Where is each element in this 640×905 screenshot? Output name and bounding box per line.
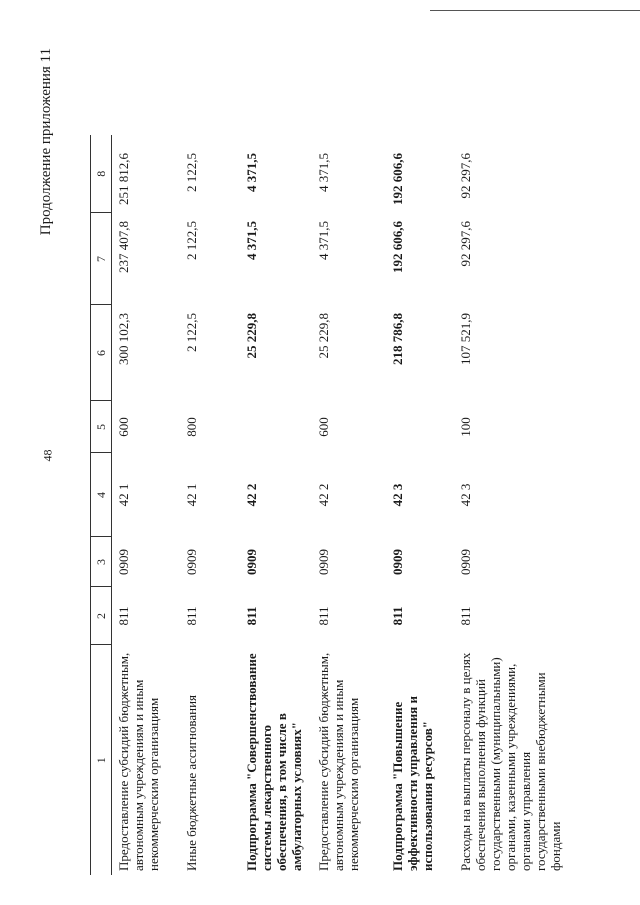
- column-header: 5: [91, 401, 112, 453]
- row-name: Подпрограмма "Совершенствование системы лекарственного обеспечения, в том числе в амбулаторных условиях": [244, 653, 304, 871]
- column-header: 2: [91, 587, 112, 645]
- column-header: 6: [91, 305, 112, 401]
- section-code: 0909: [316, 549, 331, 575]
- section-code: 0909: [184, 549, 199, 575]
- amount-col-8: 92 297,6: [458, 153, 473, 199]
- amount-col-6: 107 521,9: [458, 313, 473, 365]
- column-header: 8: [91, 135, 112, 213]
- table-row: [312, 135, 386, 875]
- ministry-code: 811: [116, 606, 131, 626]
- amount-col-8: 4 371,5: [316, 153, 331, 192]
- table-row: [180, 135, 240, 875]
- amount-col-6: 218 786,8: [390, 313, 405, 365]
- amount-col-8: 251 812,6: [116, 153, 131, 205]
- row-name: Подпрограмма "Повышение эффективности управления и использования ресурсов": [390, 696, 435, 871]
- section-code: 0909: [390, 549, 405, 575]
- amount-col-7: 4 371,5: [316, 221, 331, 260]
- row-name: Иные бюджетные ассигнования: [184, 694, 199, 871]
- page-number: 48: [40, 449, 55, 462]
- amount-col-8: 2 122,5: [184, 153, 199, 192]
- expense-type-code: 600: [116, 417, 131, 437]
- amount-col-7: 2 122,5: [184, 221, 199, 260]
- section-code: 0909: [244, 549, 259, 575]
- ministry-code: 811: [316, 606, 331, 626]
- amount-col-7: 192 606,6: [390, 221, 405, 273]
- row-name: Предоставление субсидий бюджетным, автономным учреждениям и иным некоммерческим организациям: [316, 652, 361, 871]
- amount-col-6: 2 122,5: [184, 313, 199, 352]
- row-name: Расходы на выплаты персоналу в целях обеспечения выполнения функций государственными (муниципальными) органами, казенными учреждениями, органами управления государственными внебюджетными фондами: [458, 652, 563, 871]
- expense-type-code: 800: [184, 417, 199, 437]
- amount-col-6: 25 229,8: [316, 313, 331, 359]
- column-header: 7: [91, 213, 112, 305]
- table-row: [454, 135, 569, 875]
- ministry-code: 811: [184, 606, 199, 626]
- column-header: 4: [91, 453, 112, 537]
- column-header: 1: [91, 645, 112, 875]
- amount-col-7: 237 407,8: [116, 221, 131, 273]
- target-article-code: 42 2: [244, 483, 259, 507]
- column-header: 3: [91, 537, 112, 587]
- target-article-code: 42 1: [184, 483, 199, 507]
- expense-type-code: [240, 401, 312, 453]
- amount-col-8: 4 371,5: [244, 153, 259, 192]
- amount-col-7: 4 371,5: [244, 221, 259, 260]
- ministry-code: 811: [390, 606, 405, 626]
- amount-col-6: 300 102,3: [116, 313, 131, 365]
- row-name: Предоставление субсидий бюджетным, автономным учреждениям и иным некоммерческим организациям: [116, 652, 161, 871]
- section-code: 0909: [116, 549, 131, 575]
- table-row: [386, 135, 454, 875]
- continuation-label: Продолжение приложения 11: [38, 48, 54, 236]
- target-article-code: 42 3: [458, 483, 473, 507]
- amount-col-6: 25 229,8: [244, 313, 259, 359]
- expense-type-code: 600: [316, 417, 331, 437]
- amount-col-7: 92 297,6: [458, 221, 473, 267]
- section-code: 0909: [458, 549, 473, 575]
- header-row: [91, 135, 112, 875]
- amount-col-8: 192 606,6: [390, 153, 405, 205]
- table-row: [112, 135, 181, 875]
- budget-table: [90, 135, 569, 875]
- target-article-code: 42 3: [390, 483, 405, 507]
- expense-type-code: [386, 401, 454, 453]
- target-article-code: 42 1: [116, 483, 131, 507]
- expense-type-code: 100: [458, 417, 473, 437]
- ministry-code: 811: [458, 606, 473, 626]
- table-row: [240, 135, 312, 875]
- ministry-code: 811: [244, 606, 259, 626]
- target-article-code: 42 2: [316, 483, 331, 507]
